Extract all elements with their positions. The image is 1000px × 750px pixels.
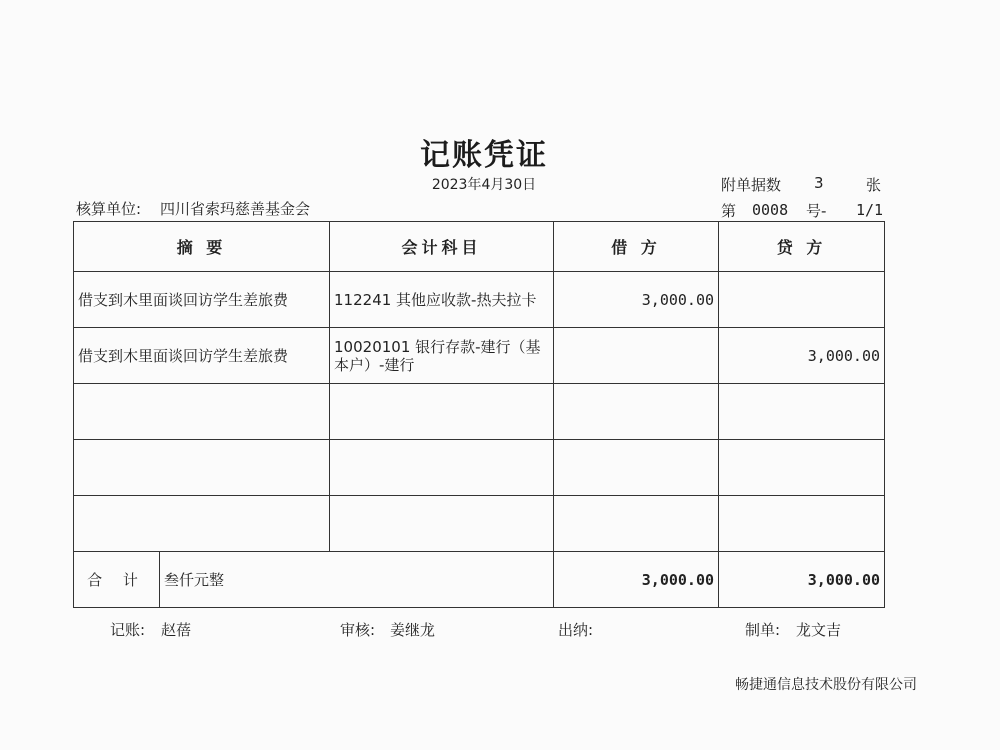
table-row xyxy=(74,440,885,496)
summary-cell: 借支到木里面谈回访学生差旅费 xyxy=(74,272,330,328)
table-header-row xyxy=(74,222,885,272)
unit-value: 四川省索玛慈善基金会 xyxy=(160,200,311,218)
preparer-name: 龙文吉 xyxy=(796,621,842,639)
credit-cell xyxy=(719,272,885,328)
table-row xyxy=(74,384,885,440)
col-debit-header: 借 方 xyxy=(554,222,719,272)
col-summary-header: 摘 要 xyxy=(74,222,330,272)
col-credit-header: 贷 方 xyxy=(719,222,885,272)
account-cell: 10020101 银行存款-建行（基本户）-建行 xyxy=(330,328,554,384)
preparer-label: 制单: xyxy=(745,621,781,639)
software-company: 畅捷通信息技术股份有限公司 xyxy=(735,677,917,693)
bookkeeper-name: 赵蓓 xyxy=(161,621,192,639)
credit-cell xyxy=(719,440,885,496)
total-label: 合 计 xyxy=(74,552,160,608)
auditor-label: 审核: xyxy=(340,621,376,639)
summary-cell: 借支到木里面谈回访学生差旅费 xyxy=(74,328,330,384)
total-row xyxy=(74,552,885,608)
account-cell: 112241 其他应收款-热夫拉卡 xyxy=(330,272,554,328)
table-row xyxy=(74,328,885,384)
voucher-no-prefix: 第 xyxy=(721,202,737,220)
voucher-page-no: 1/1 xyxy=(856,201,884,219)
summary-cell xyxy=(74,384,330,440)
credit-cell xyxy=(719,384,885,440)
col-account-header: 会计科目 xyxy=(330,222,554,272)
unit-label: 核算单位: xyxy=(76,200,142,218)
debit-cell xyxy=(554,384,719,440)
total-credit: 3,000.00 xyxy=(719,552,885,608)
auditor-name: 姜继龙 xyxy=(390,621,436,639)
total-amount-words: 叁仟元整 xyxy=(160,552,554,608)
voucher-date: 2023年4月30日 xyxy=(431,177,537,193)
voucher-title: 记账凭证 xyxy=(420,138,548,173)
bookkeeper-label: 记账: xyxy=(110,621,146,639)
account-cell xyxy=(330,384,554,440)
credit-cell xyxy=(719,496,885,552)
attach-unit: 张 xyxy=(866,176,882,194)
summary-cell xyxy=(74,496,330,552)
voucher-no: 0008 xyxy=(752,201,789,219)
voucher-table xyxy=(73,221,885,608)
credit-cell: 3,000.00 xyxy=(719,328,885,384)
account-cell xyxy=(330,440,554,496)
debit-cell xyxy=(554,496,719,552)
debit-cell: 3,000.00 xyxy=(554,272,719,328)
attach-count: 3 xyxy=(814,174,824,192)
debit-cell xyxy=(554,440,719,496)
account-cell xyxy=(330,496,554,552)
table-row xyxy=(74,272,885,328)
debit-cell xyxy=(554,328,719,384)
voucher-no-suffix: 号- xyxy=(806,202,827,220)
total-debit: 3,000.00 xyxy=(554,552,719,608)
summary-cell xyxy=(74,440,330,496)
cashier-label: 出纳: xyxy=(558,621,594,639)
table-row xyxy=(74,496,885,552)
attach-label: 附单据数 xyxy=(721,176,782,194)
